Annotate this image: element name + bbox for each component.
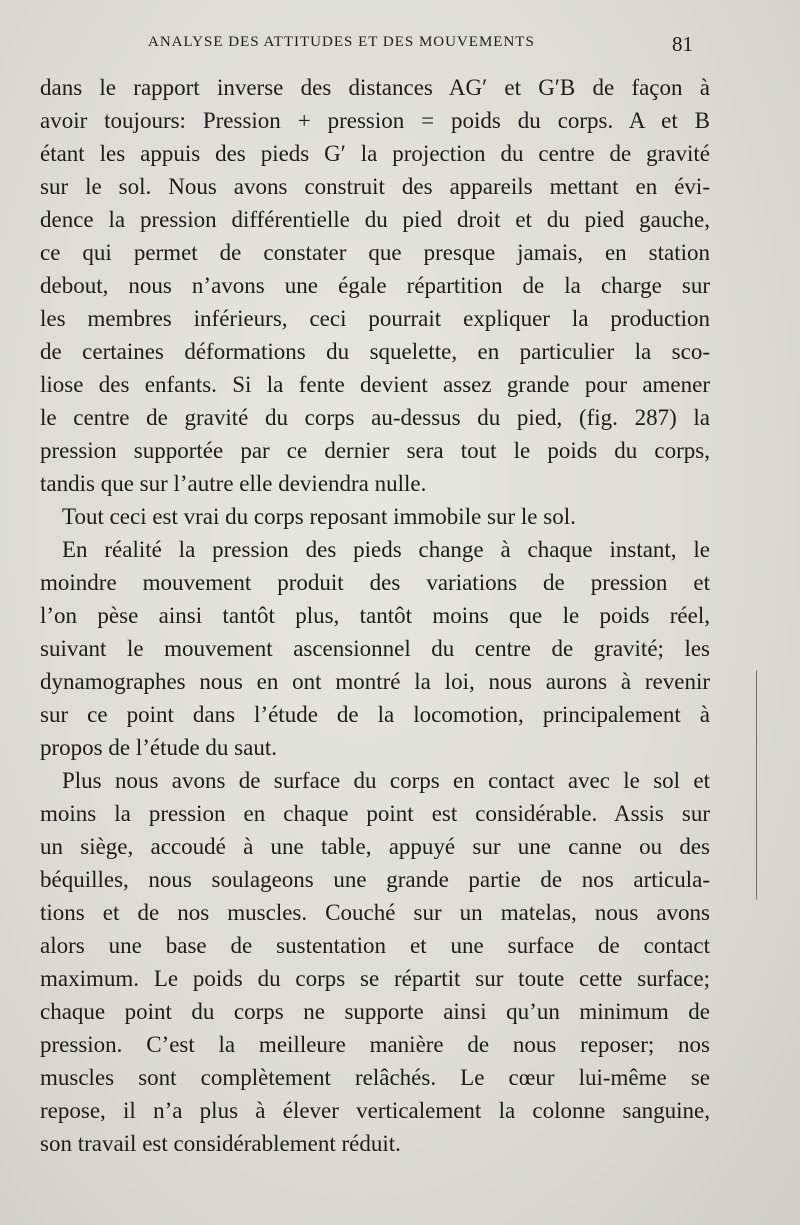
text-line: de certaines déformations du squelette, en particulier la sco- [40,339,710,364]
text-line: le centre de gravité du corps au-dessus du pied, (fig. 287) la [40,405,710,430]
text-line: les membres inférieurs, ceci pourrait expliquer la production [40,306,710,331]
text-line: son travail est considérablement réduit. [40,1131,401,1156]
text-line: moins la pression en chaque point est considérable. Assis sur [40,801,710,826]
text-line: alors une base de sustentation et une surface de contact [40,933,710,958]
text-line: sur ce point dans l’étude de la locomotion, principalement à [40,702,710,727]
text-line: dence la pression différentielle du pied droit et du pied gauche, [40,207,710,232]
text-line: debout, nous n’avons une égale répartition de la charge sur [40,273,710,298]
text-line: béquilles, nous soulageons une grande partie de nos articula- [40,867,710,892]
text-line: suivant le mouvement ascensionnel du centre de gravité; les [40,636,710,661]
text-line: étant les appuis des pieds G′ la projection du centre de gravité [40,141,710,166]
text-line: sur le sol. Nous avons construit des appareils mettant en évi- [40,174,710,199]
text-line: tandis que sur l’autre elle deviendra nulle. [40,471,427,496]
text-line: repose, il n’a plus à élever verticalement la colonne sanguine, [40,1098,710,1123]
text-line: pression supportée par ce dernier sera tout le poids du corps, [40,438,710,463]
text-line: muscles sont complètement relâchés. Le cœur lui-même se [40,1065,710,1090]
text-line: Plus nous avons de surface du corps en contact avec le sol et [62,768,710,793]
text-line: l’on pèse ainsi tantôt plus, tantôt moins que le poids réel, [40,603,710,628]
text-line: pression. C’est la meilleure manière de nous reposer; nos [40,1032,710,1057]
text-line: propos de l’étude du saut. [40,735,277,760]
text-line: maximum. Le poids du corps se répartit sur toute cette surface; [40,966,710,991]
text-line: ce qui permet de constater que presque jamais, en station [40,240,710,265]
text-line: dynamographes nous en ont montré la loi, nous aurons à revenir [40,669,710,694]
page-number: 81 [672,32,693,56]
margin-pencil-mark [756,670,760,900]
running-header: ANALYSE DES ATTITUDES ET DES MOUVEMENTS [148,34,535,50]
text-line: liose des enfants. Si la fente devient assez grande pour amener [40,372,710,397]
text-line: un siège, accoudé à une table, appuyé sur une canne ou des [40,834,710,859]
text-line: Tout ceci est vrai du corps reposant immobile sur le sol. [62,504,576,529]
text-line: dans le rapport inverse des distances AG′ et G′B de façon à [40,75,710,100]
text-line: tions et de nos muscles. Couché sur un matelas, nous avons [40,900,710,925]
text-line: avoir toujours: Pression + pression = poids du corps. A et B [40,108,710,133]
text-line: En réalité la pression des pieds change à chaque instant, le [62,537,710,562]
text-line: moindre mouvement produit des variations de pression et [40,570,710,595]
text-line: chaque point du corps ne supporte ainsi qu’un minimum de [40,999,710,1024]
